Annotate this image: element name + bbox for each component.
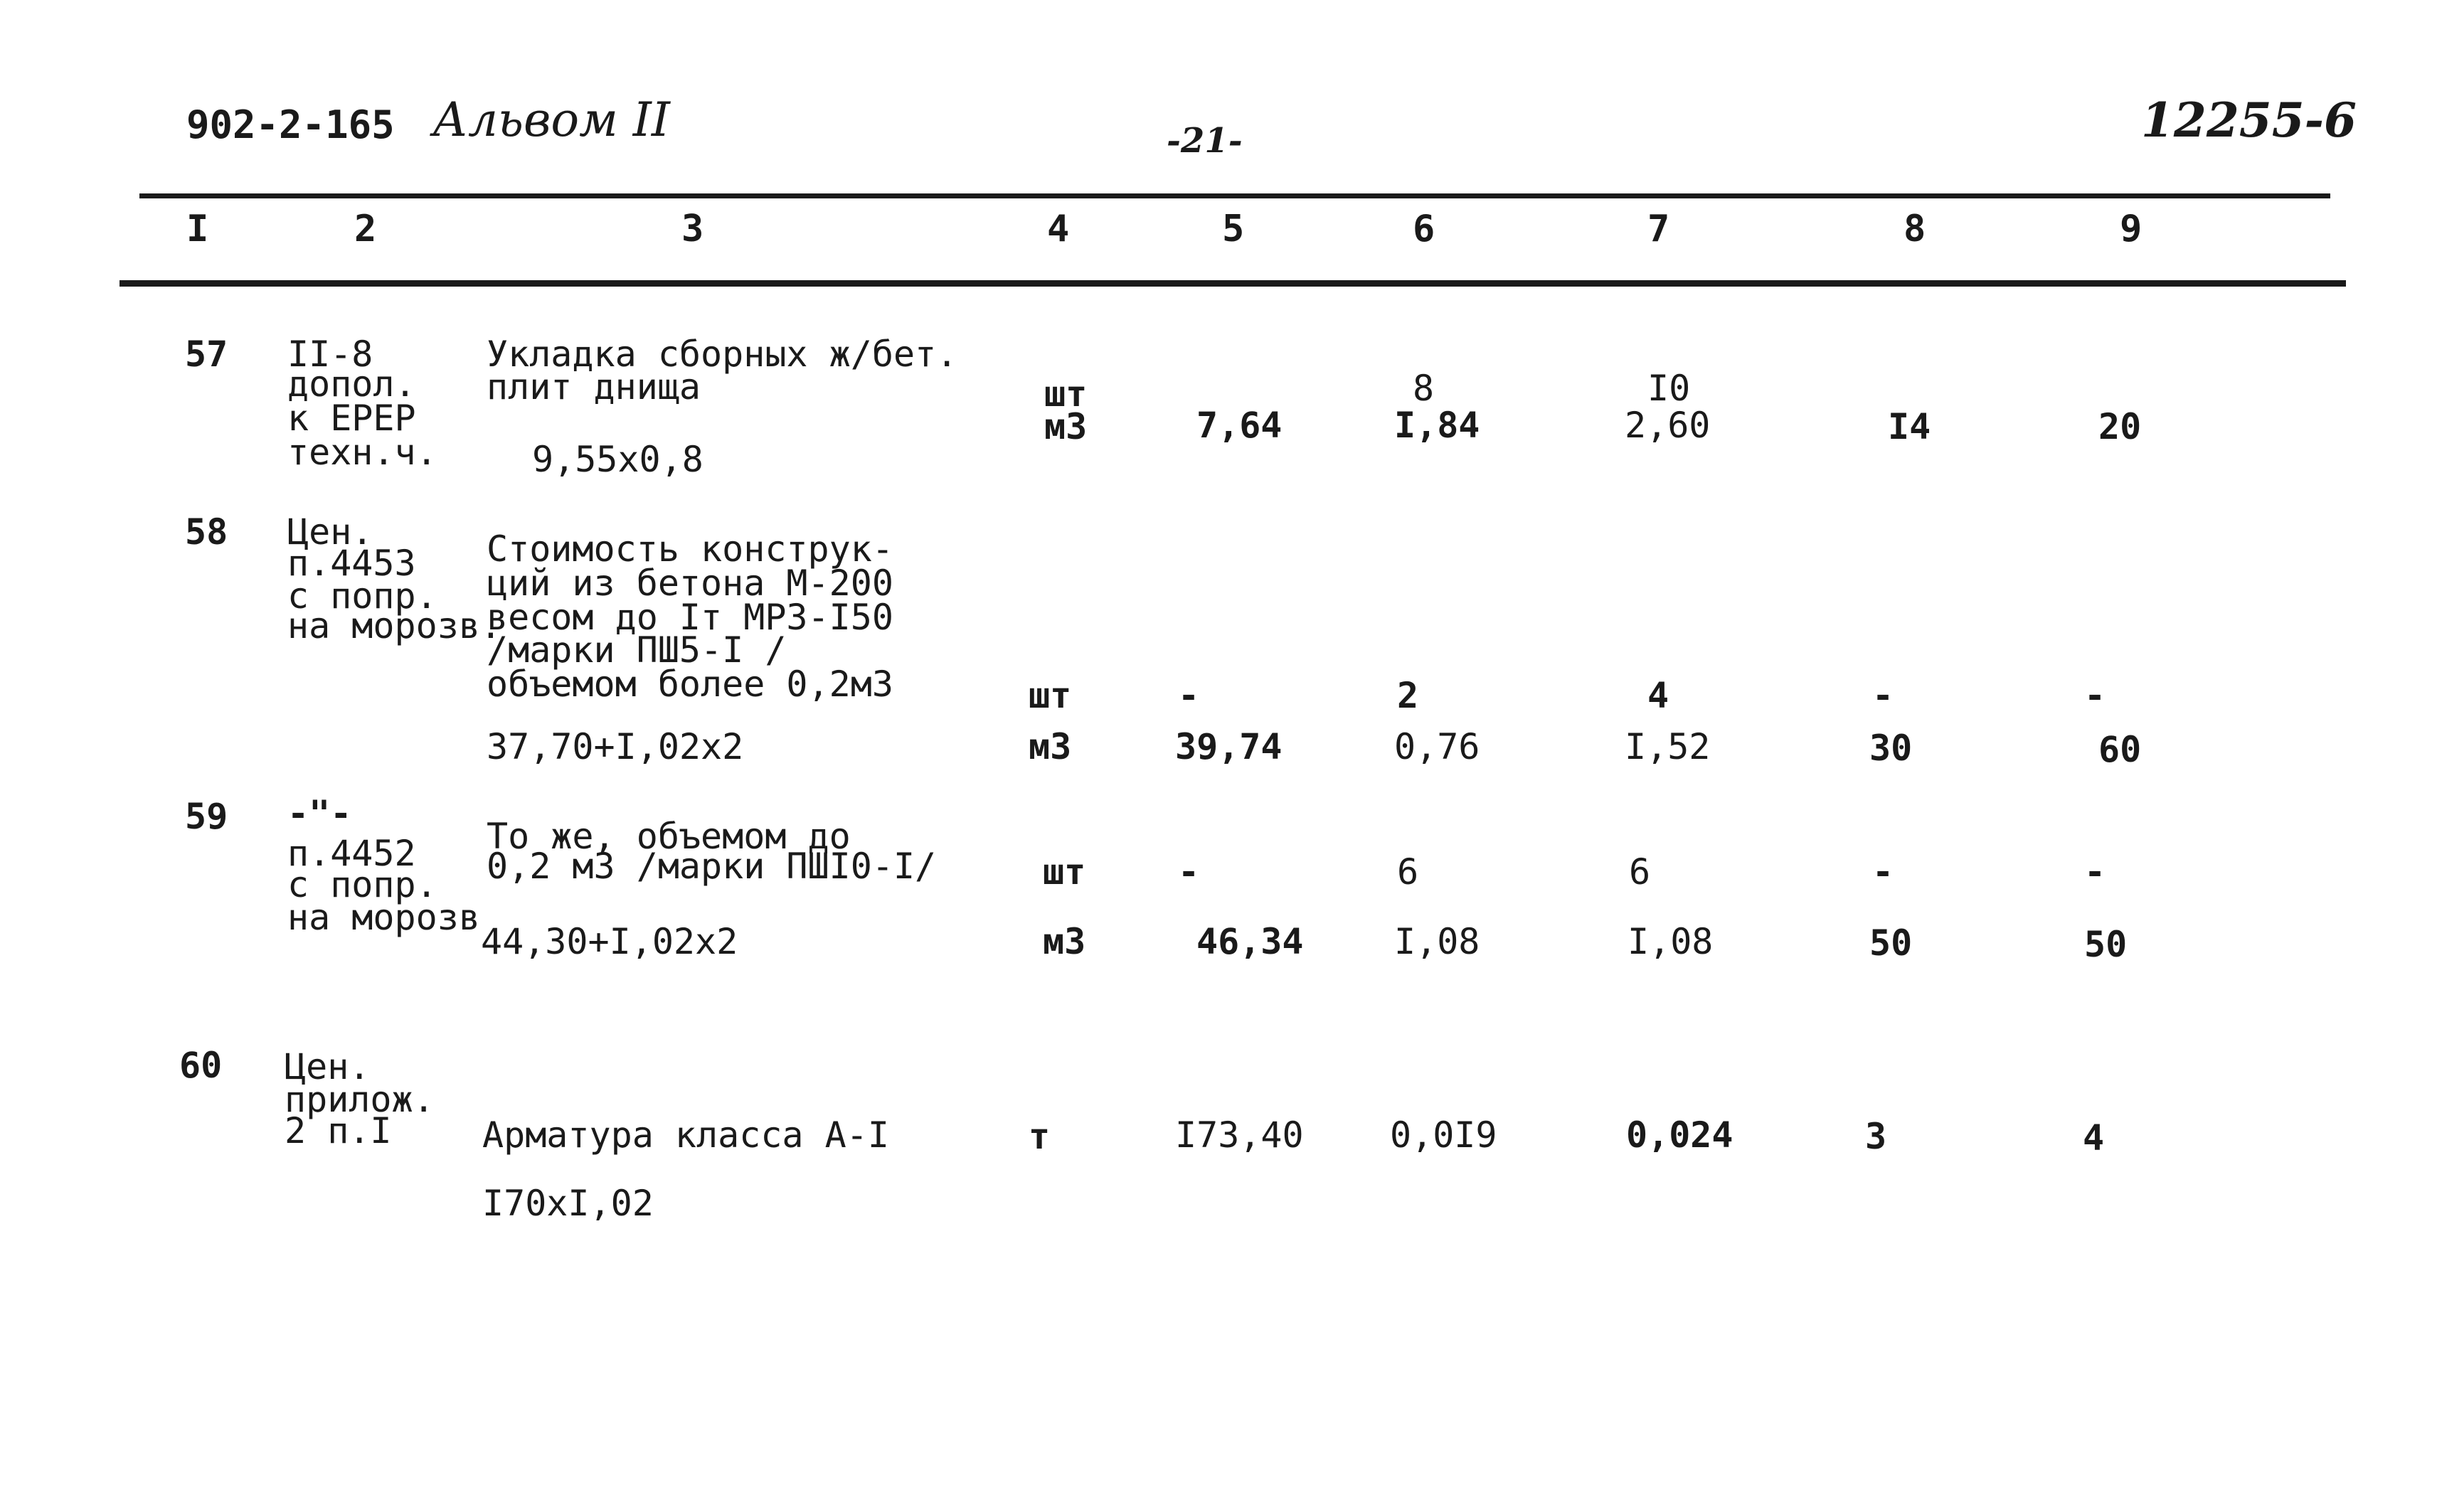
desc-line: То же, объемом до <box>487 816 851 857</box>
col9-dash: - <box>2084 851 2106 893</box>
desc-line: ций из бетона М-200 <box>487 563 893 604</box>
unit-pieces: шт <box>1029 675 1072 716</box>
ref-line: п.4453 <box>287 543 416 584</box>
ref-line: допол. <box>287 363 416 405</box>
desc-line: Стоимость конструк- <box>487 528 893 570</box>
col5-value: 7,64 <box>1196 405 1283 446</box>
unit-pieces: шт <box>1043 851 1086 893</box>
row-reference <box>287 336 437 471</box>
ref-line: 2 п.I <box>285 1110 392 1151</box>
col9-dash: - <box>2084 675 2106 716</box>
column-number: 7 <box>1647 208 1670 250</box>
ref-line: -"- <box>287 793 352 834</box>
doc-code: 902-2-165 <box>186 102 395 147</box>
col7-value: I,08 <box>1628 921 1714 962</box>
top-rule <box>139 193 2330 198</box>
row-calculation: 9,55x0,8 <box>532 439 704 480</box>
col5-dash: - <box>1178 851 1200 893</box>
ref-line: п.4452 <box>287 833 416 874</box>
desc-line: весом до Iт МРЗ-I50 <box>487 597 893 638</box>
col5-dash: - <box>1178 675 1200 716</box>
col6-value: 0,76 <box>1394 726 1480 767</box>
row-number: 57 <box>185 334 228 375</box>
ref-line: на морозв <box>287 897 480 938</box>
col8-dash: - <box>1872 675 1894 716</box>
col5-value: 46,34 <box>1196 921 1304 962</box>
unit-volume: м3 <box>1043 921 1086 962</box>
ref-line: II-8 <box>287 334 373 375</box>
desc-line: Арматура класса А-I <box>482 1114 889 1156</box>
row-description <box>487 334 958 408</box>
ref-line: техн.ч. <box>287 432 437 473</box>
row-number: 59 <box>185 796 228 837</box>
desc-line: плит днища <box>487 366 701 408</box>
column-number: 6 <box>1413 208 1435 250</box>
col8-value: I4 <box>1888 406 1931 447</box>
ref-line: прилож. <box>285 1079 435 1120</box>
column-number: 2 <box>354 208 377 250</box>
unit-volume: м3 <box>1044 406 1088 447</box>
col8-dash: - <box>1872 851 1894 893</box>
col6-qty: 2 <box>1397 675 1419 716</box>
col7-value: 2,60 <box>1625 405 1711 446</box>
row-description <box>487 528 893 705</box>
album-label: Альвом II <box>432 92 670 147</box>
unit-volume: м3 <box>1029 726 1072 767</box>
row-description <box>482 1114 889 1156</box>
column-number: 3 <box>681 208 704 250</box>
col7-value: I,52 <box>1625 726 1711 767</box>
col6-qty: 6 <box>1397 851 1419 893</box>
col8-value: 50 <box>1869 922 1913 964</box>
col5-value: I73,40 <box>1175 1114 1304 1156</box>
unit-pieces: шт <box>1044 373 1088 415</box>
document-number: 12255-6 <box>2141 92 2357 148</box>
ref-line: к ЕРЕР <box>287 398 416 439</box>
col9-value: 4 <box>2083 1117 2105 1159</box>
column-number: 5 <box>1222 208 1245 250</box>
row-reference <box>285 1048 435 1149</box>
col8-value: 30 <box>1869 728 1913 769</box>
col5-value: 39,74 <box>1175 726 1283 767</box>
ref-line: с попр. <box>287 864 437 905</box>
col7-value: 0,024 <box>1626 1114 1733 1156</box>
row-number: 58 <box>185 511 228 553</box>
col7-qty: 4 <box>1647 675 1669 716</box>
unit-tonnes: т <box>1029 1116 1051 1157</box>
desc-line: объемом более 0,2м3 <box>487 664 893 705</box>
row-reference <box>287 795 480 936</box>
row-calculation: I70xI,02 <box>482 1183 654 1224</box>
col6-value: I,08 <box>1394 921 1480 962</box>
ref-line: с попр. <box>287 575 437 617</box>
ref-line: на морозв. <box>287 605 502 646</box>
ref-line: Цен. <box>285 1046 371 1087</box>
column-number: I <box>186 208 209 250</box>
col7-qty: I0 <box>1647 368 1691 409</box>
page-number: -21- <box>1167 121 1243 161</box>
header-bottom-rule <box>120 280 2346 287</box>
col9-value: 60 <box>2098 729 2142 770</box>
row-calculation: 44,30+I,02x2 <box>481 921 738 962</box>
col8-value: 3 <box>1865 1116 1887 1157</box>
column-number: 4 <box>1047 208 1070 250</box>
row-reference <box>287 513 501 644</box>
ref-line: Цен. <box>287 511 373 553</box>
desc-line: /марки ПШ5-I / <box>487 629 787 671</box>
desc-line: Укладка сборных ж/бет. <box>487 334 958 375</box>
column-number: 9 <box>2120 208 2143 250</box>
col9-value: 50 <box>2084 924 2128 965</box>
col6-value: 0,0I9 <box>1390 1114 1497 1156</box>
row-calculation: 37,70+I,02x2 <box>487 726 744 767</box>
desc-line: 0,2 м3 /марки ПШI0-I/ <box>487 846 937 887</box>
col6-qty: 8 <box>1413 368 1435 409</box>
row-description <box>487 818 936 885</box>
col9-value: 20 <box>2098 406 2142 447</box>
col7-qty: 6 <box>1629 851 1651 893</box>
column-number: 8 <box>1904 208 1926 250</box>
col6-value: I,84 <box>1394 405 1480 446</box>
row-number: 60 <box>179 1045 223 1086</box>
